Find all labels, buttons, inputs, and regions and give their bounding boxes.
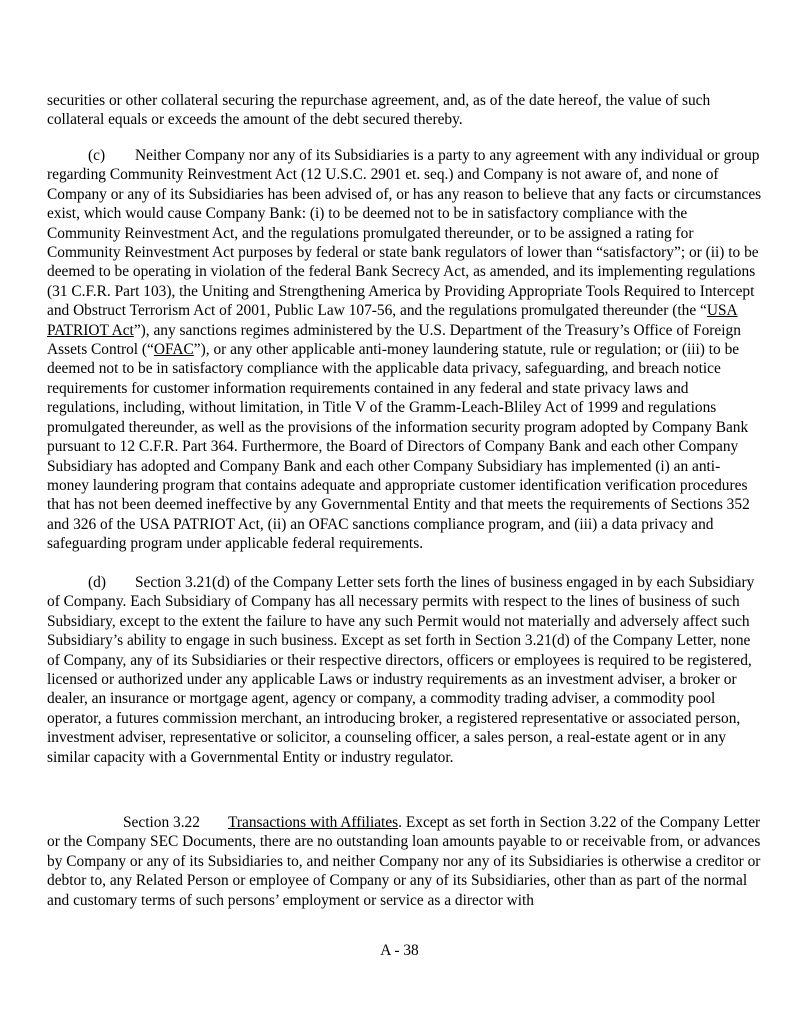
paragraph-d — [47, 573, 762, 767]
paragraph-continuation: securities or other collateral securing the repurchase agreement, and, as of the date hereof, the value of such collateral equals or exceeds the amount of the debt secured thereby. — [47, 92, 711, 129]
section-3-22 — [47, 813, 762, 910]
section-3-22-number: Section 3.22 — [123, 814, 200, 831]
paragraph-c-text-1: Neither Company nor any of its Subsidiaries is a party to any agreement with any individual or group regarding Community Reinvestment Act (12 U.S.C. 2901 et. seq.) and Company is not aware of, and none of Company or any of its Subsidiaries has been advised of, or has any reason to believe that any facts or circumstances exist, which would cause Company Bank: (i) to be deemed not to be in satisfactory compliance with the Community Reinvestment Act, and the regulations promulgated thereunder, or to be assigned a rating for Community Reinvestment Act purposes by federal or state bank regulators of lower than “satisfactory”; or (ii) to be deemed to be operating in violation of the federal Bank Secrecy Act, as amended, and its implementing regulations (31 C.F.R. Part 103), the Uniting and Strengthening America by Providing Appropriate Tools Required to Intercept and Obstruct Terrorism Act of 2001, Public Law 107-56, and the regulations promulgated thereunder (the “ — [47, 147, 762, 320]
paragraph-c-text-3: ”), or any other applicable anti-money laundering statute, rule or regulation; or (iii) to be deemed not to be in satisfactory compliance with the applicable data privacy, safeguarding, and breach notice requirements for customer information requirements contained in any federal and state privacy laws and regulations, including, without limitation, in Title V of the Gramm-Leach-Bliley Act of 1999 and regulations promulgated thereunder, as well as the provisions of the information security program adopted by Company Bank pursuant to 12 C.F.R. Part 364. Furthermore, the Board of Directors of Company Bank and each other Company Subsidiary has adopted and Company Bank and each other Company Subsidiary has implemented (i) an anti-money laundering program that contains adequate and appropriate customer identification verification procedures that has not been deemed ineffective by any Governmental Entity and that meets the requirements of Sections 352 and 326 of the USA PATRIOT Act, (ii) an OFAC sanctions compliance program, and (iii) a data privacy and safeguarding program under applicable federal requirements. — [47, 341, 750, 553]
page-number: A - 38 — [380, 942, 419, 959]
defined-term-ofac: OFAC — [153, 341, 194, 359]
paragraph-c-text-2: ”), any sanctions regimes administered by the U.S. Department of the Treasury’s Office of Foreign Assets Control (“ — [47, 321, 741, 359]
defined-term-usa-patriot-act: USA PATRIOT Act — [47, 302, 738, 339]
paragraph-c-label: (c) — [88, 147, 106, 164]
paragraph-d-label: (d) — [88, 574, 106, 591]
paragraph-d-text: Section 3.21(d) of the Company Letter sets forth the lines of business engaged in by each Subsidiary of Company. Each Subsidiary of Company has all necessary permits with respect to the lines of business of such Subsidiary, except to the extent the failure to have any such Permit would not materially and adversely affect such Subsidiary’s ability to engage in such business. Except as set forth in Section 3.21(d) of the Company Letter, none of Company, any of its Subsidiaries or their respective directors, officers or employees is required to be registered, licensed or authorized under any applicable Laws or industry requirements as an investment adviser, a broker or dealer, an insurance or mortgage agent, agency or company, a commodity trading adviser, a commodity pool operator, a futures commission merchant, an introducing broker, a registered representative or associated person, investment adviser, representative or solicitor, a counseling officer, a sales person, a real-estate agent or in any similar capacity with a Governmental Entity or industry regulator. — [47, 574, 755, 766]
section-3-22-title: Transactions with Affiliates — [228, 814, 399, 831]
section-3-22-text: . Except as set forth in Section 3.22 of the Company Letter or the Company SEC Documents, there are no outstanding loan amounts payable to or receivable from, or advances by Company or any of its Subsidiaries to, and neither Company nor any of its Subsidiaries is otherwise a creditor or debtor to, any Related Person or employee of Company or any of its Subsidiaries, other than as part of the normal and customary terms of such persons’ employment or service as a director with — [47, 814, 761, 909]
paragraph-c — [47, 146, 762, 554]
